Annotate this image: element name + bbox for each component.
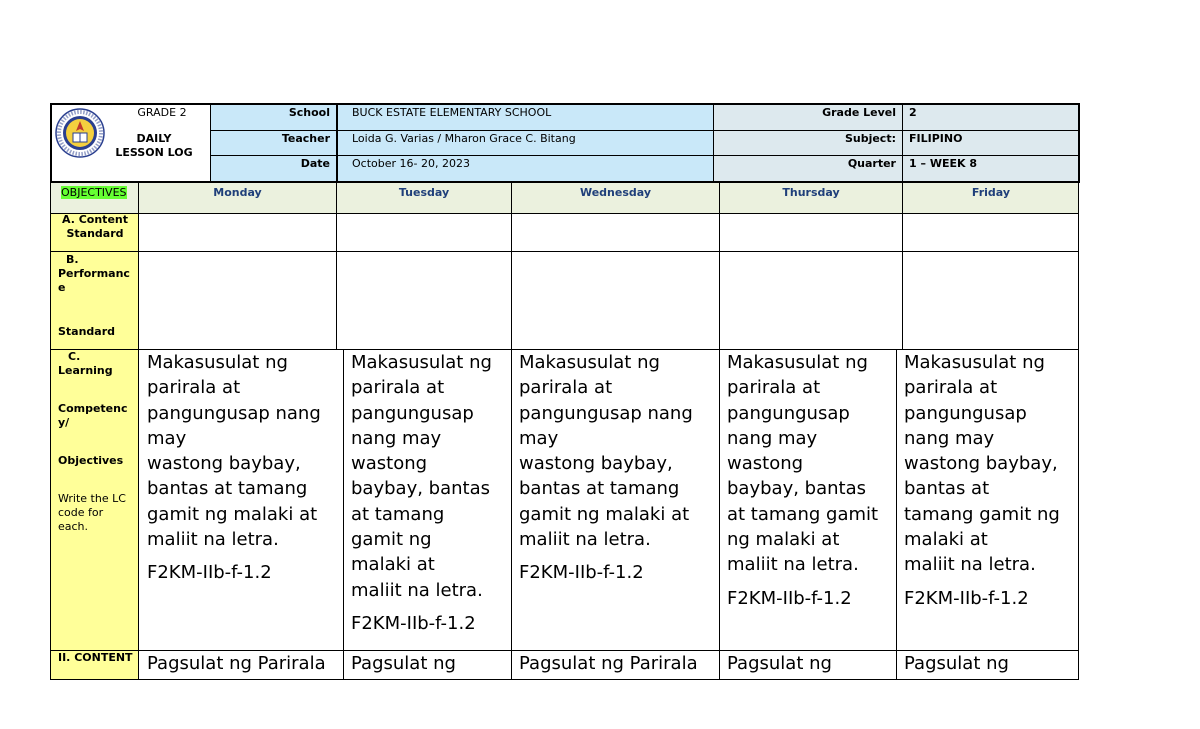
school-label: School <box>211 105 336 130</box>
school-value: BUCK ESTATE ELEMENTARY SCHOOL <box>338 105 713 130</box>
grade-level-label: Grade Level <box>714 105 902 130</box>
subject-value: FILIPINO <box>903 131 1078 155</box>
quarter-label: Quarter <box>714 156 902 181</box>
content-cell-tuesday: Pagsulat ng <box>351 653 456 674</box>
learning-cell-friday: Makasusulat ng parirala at pangungusap nang may wastong baybay, bantas at tamang gamit ng malaki at maliit na letra. F2KM-IIb-f-1.2 <box>896 349 1078 611</box>
content-cell-monday: Pagsulat ng Parirala <box>147 653 326 674</box>
content-cell-friday: Pagsulat ng <box>904 653 1009 674</box>
lc-code: F2KM-IIb-f-1.2 <box>727 587 852 609</box>
day-friday: Friday <box>971 186 1011 199</box>
teacher-label: Teacher <box>211 131 336 155</box>
date-value: October 16- 20, 2023 <box>338 156 713 181</box>
lc-code: F2KM-IIb-f-1.2 <box>147 562 272 584</box>
day-wednesday: Wednesday <box>579 186 652 199</box>
dll-title: DAILY LESSON LOG <box>115 132 193 159</box>
content-label: II. CONTENT <box>58 651 133 664</box>
learning-cell-wednesday: Makasusulat ng parirala at pangungusap nang may wastong baybay, bantas at tamang gamit ng malaki at maliit na letra. F2KM-IIb-f-1.2 <box>511 349 719 586</box>
learning-cell-monday: Makasusulat ng parirala at pangungusap nang may wastong baybay, bantas at tamang gamit ng malaki at maliit na letra. F2KM-IIb-f-1.2 <box>139 349 343 586</box>
grade-level-value: 2 <box>903 105 1078 130</box>
content-cell-thursday: Pagsulat ng <box>727 653 832 674</box>
day-thursday: Thursday <box>782 186 840 199</box>
teacher-value: Loida G. Varias / Mharon Grace C. Bitang <box>338 131 713 155</box>
day-monday: Monday <box>213 186 262 199</box>
content-cell-wednesday: Pagsulat ng Parirala <box>519 653 698 674</box>
learning-competency-label: C. Learning Competenc y/ Objectives Write the LC code for each. <box>58 350 128 533</box>
day-tuesday: Tuesday <box>398 186 450 199</box>
subject-label: Subject: <box>714 131 902 155</box>
content-standard-label: A. Content Standard <box>62 213 128 240</box>
grade-text: GRADE 2 <box>137 106 187 119</box>
quarter-value: 1 – WEEK 8 <box>903 156 1078 181</box>
deped-seal-icon <box>54 107 106 159</box>
date-label: Date <box>211 156 336 181</box>
lc-code: F2KM-IIb-f-1.2 <box>351 612 476 634</box>
learning-cell-tuesday: Makasusulat ng parirala at pangungusap nang may wastong baybay, bantas at tamang gamit ng malaki at maliit na letra. F2KM-IIb-f-1.2 <box>343 349 511 636</box>
lc-code: F2KM-IIb-f-1.2 <box>519 562 644 584</box>
objectives-label: OBJECTIVES <box>61 186 127 199</box>
objectives-header <box>51 183 138 213</box>
learning-cell-thursday: Makasusulat ng parirala at pangungusap nang may wastong baybay, bantas at tamang gamit ng malaki at maliit na letra. F2KM-IIb-f-1.2 <box>719 349 896 611</box>
performance-standard-label: B. Performanc e Standard <box>58 253 130 338</box>
lc-code: F2KM-IIb-f-1.2 <box>904 587 1029 609</box>
logo-cell <box>52 105 210 181</box>
